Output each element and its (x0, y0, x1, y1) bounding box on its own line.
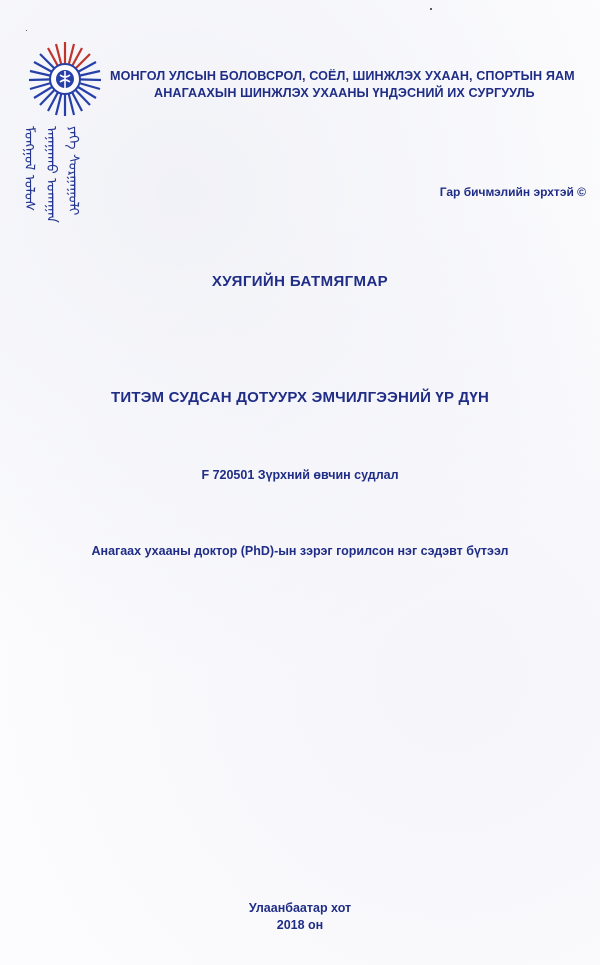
institution-header (110, 68, 590, 102)
footer-city: Улаанбаатар хот (248, 901, 352, 915)
university-logo (16, 38, 106, 228)
mongolian-script-line: ᠠᠨᠠᠭᠠᠬᠤ ᠤᠬᠠᠭᠠᠨ (43, 126, 59, 223)
university-name: АНАГААХЫН ШИНЖЛЭХ УХААНЫ ҮНДЭСНИЙ ИХ СУРГУУЛЬ (154, 86, 535, 100)
mongolian-script-line: ᠶᠡᠬᠡ ᠰᠤᠷᠭᠠᠭᠤᠯᠢ (65, 126, 81, 216)
ministry-name: МОНГОЛ УЛСЫН БОЛОВСРОЛ, СОЁЛ, ШИНЖЛЭХ УХААН, СПОРТЫН ЯАМ (110, 69, 575, 83)
specialty-code: F 720501 Зүрхний өвчин судлал (201, 468, 399, 482)
scan-speck (26, 30, 27, 31)
thesis-title: ТИТЭМ СУДСАН ДОТУУРХ ЭМЧИЛГЭЭНИЙ ҮР ДҮН (110, 389, 489, 406)
scan-speck (430, 8, 432, 10)
author-name: ХУЯГИЙН БАТМЯГМАР (211, 273, 389, 290)
footer-year: 2018 он (276, 918, 324, 932)
degree-statement: Анагаах ухааны доктор (PhD)-ын зэрэг горилсон нэг сэдэвт бүтээл (91, 544, 509, 558)
mongolian-script-line: ᠮᠣᠩᠭᠣᠯ ᠤᠯᠤᠰ (21, 126, 37, 212)
university-emblem-icon (24, 38, 106, 120)
copyright-notice: Гар бичмэлийн эрхтэй © (439, 185, 586, 199)
